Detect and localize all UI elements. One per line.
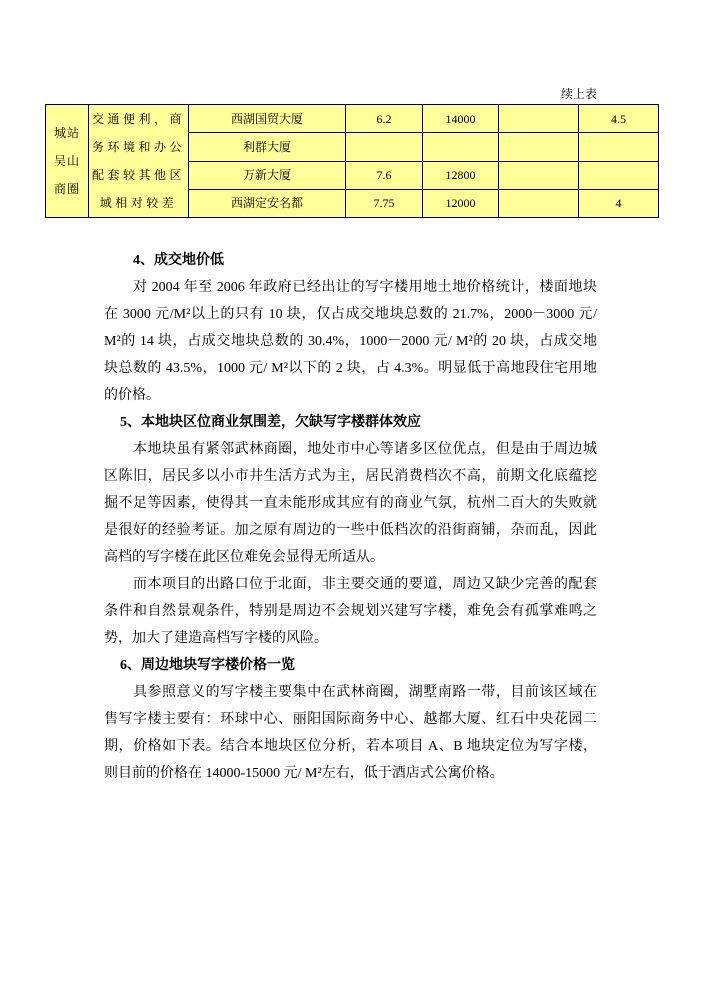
section-heading: 6、周边地块写字楼价格一览 — [120, 658, 295, 673]
paragraph-line: 则目前的价格在 14000-15000 元/ M²左右，低于酒店式公寓价格。 — [104, 766, 504, 781]
section-heading: 4、成交地价低 — [133, 253, 224, 268]
description-line: 交通便利，商 — [91, 112, 185, 126]
building-name-cell: 利群大厦 — [189, 133, 346, 161]
value-cell-col5: 12000 — [423, 189, 499, 217]
body-text — [104, 247, 597, 787]
paragraph-line: 区陈旧，居民多以小市井生活方式为主，居民消费档次不高，前期文化底蕴挖 — [104, 469, 597, 484]
section-heading: 5、本地块区位商业氛围差，欠缺写字楼群体效应 — [120, 415, 421, 430]
building-name-cell: 万新大厦 — [189, 161, 346, 189]
office-building-table — [45, 104, 659, 218]
area-line: 城站 — [53, 126, 80, 140]
value-cell-col7 — [579, 161, 659, 189]
paragraph-line: 对 2004 年至 2006 年政府已经出让的写字楼用地土地价格统计，楼面地块 — [133, 280, 597, 295]
value-cell-col4: 7.75 — [346, 189, 423, 217]
paragraph-line: 势，加大了建造高档写字楼的风险。 — [104, 631, 328, 646]
paragraph-line: M²的 14 块，占成交地块总数的 30.4%，1000－2000 元/ M²的 20 块，占成交地 — [104, 334, 597, 349]
value-cell-col6 — [499, 189, 579, 217]
value-cell-col7 — [579, 133, 659, 161]
paragraph-line: 在 3000 元/M²以上的只有 10 块，仅占成交地块总数的 21.7%，2000－3000 元/ — [104, 307, 597, 322]
paragraph-line: 掘不足等因素，使得其一直未能形成其应有的商业气氛，杭州二百大的失败就 — [104, 496, 597, 511]
value-cell-col4: 6.2 — [346, 105, 423, 133]
value-cell-col7: 4.5 — [579, 105, 659, 133]
area-cell — [46, 105, 89, 218]
value-cell-col7: 4 — [579, 189, 659, 217]
paragraph-line: 期，价格如下表。结合本地块区位分析，若本项目 A、B 地块定位为写字楼， — [104, 739, 597, 754]
value-cell-col5 — [423, 133, 499, 161]
paragraph-line: 块总数的 43.5%，1000 元/ M²以下的 2 块，占 4.3%。明显低于高地段住宅用地 — [104, 361, 597, 376]
description-line: 务环境和办公 — [91, 140, 185, 154]
value-cell-col4: 7.6 — [346, 161, 423, 189]
area-line: 吴山 — [53, 154, 80, 168]
paragraph-line: 高档的写字楼在此区位难免会显得无所适从。 — [104, 550, 384, 565]
value-cell-col4 — [346, 133, 423, 161]
value-cell-col5: 12800 — [423, 161, 499, 189]
description-cell — [89, 105, 189, 218]
value-cell-col6 — [499, 161, 579, 189]
area-line: 商圈 — [53, 182, 80, 196]
description-line: 配套较其他区 — [91, 168, 185, 182]
value-cell-col6 — [499, 105, 579, 133]
continued-label: 续上表 — [560, 87, 597, 101]
paragraph-line: 是很好的经验考证。加之原有周边的一些中低档次的沿街商铺，杂而乱，因此 — [104, 523, 597, 538]
building-name-cell: 西湖定安名都 — [189, 189, 346, 217]
description-line: 域相对较差 — [99, 196, 178, 210]
paragraph-line: 的价格。 — [104, 388, 160, 403]
paragraph-line: 本地块虽有紧邻武林商圈，地处市中心等诸多区位优点，但是由于周边城 — [133, 442, 597, 457]
paragraph-line: 条件和自然景观条件，特别是周边不会规划兴建写字楼，难免会有孤掌难鸣之 — [104, 604, 597, 619]
value-cell-col6 — [499, 133, 579, 161]
paragraph-line: 具参照意义的写字楼主要集中在武林商圈，湖墅南路一带，目前该区域在 — [133, 685, 597, 700]
value-cell-col5: 14000 — [423, 105, 499, 133]
paragraph-line: 而本项目的出路口位于北面，非主要交通的要道，周边又缺少完善的配套 — [133, 577, 597, 592]
paragraph-line: 售写字楼主要有：环球中心、丽阳国际商务中心、越都大厦、红石中央花园二 — [104, 712, 597, 727]
table-row — [46, 105, 659, 133]
building-name-cell: 西湖国贸大厦 — [189, 105, 346, 133]
